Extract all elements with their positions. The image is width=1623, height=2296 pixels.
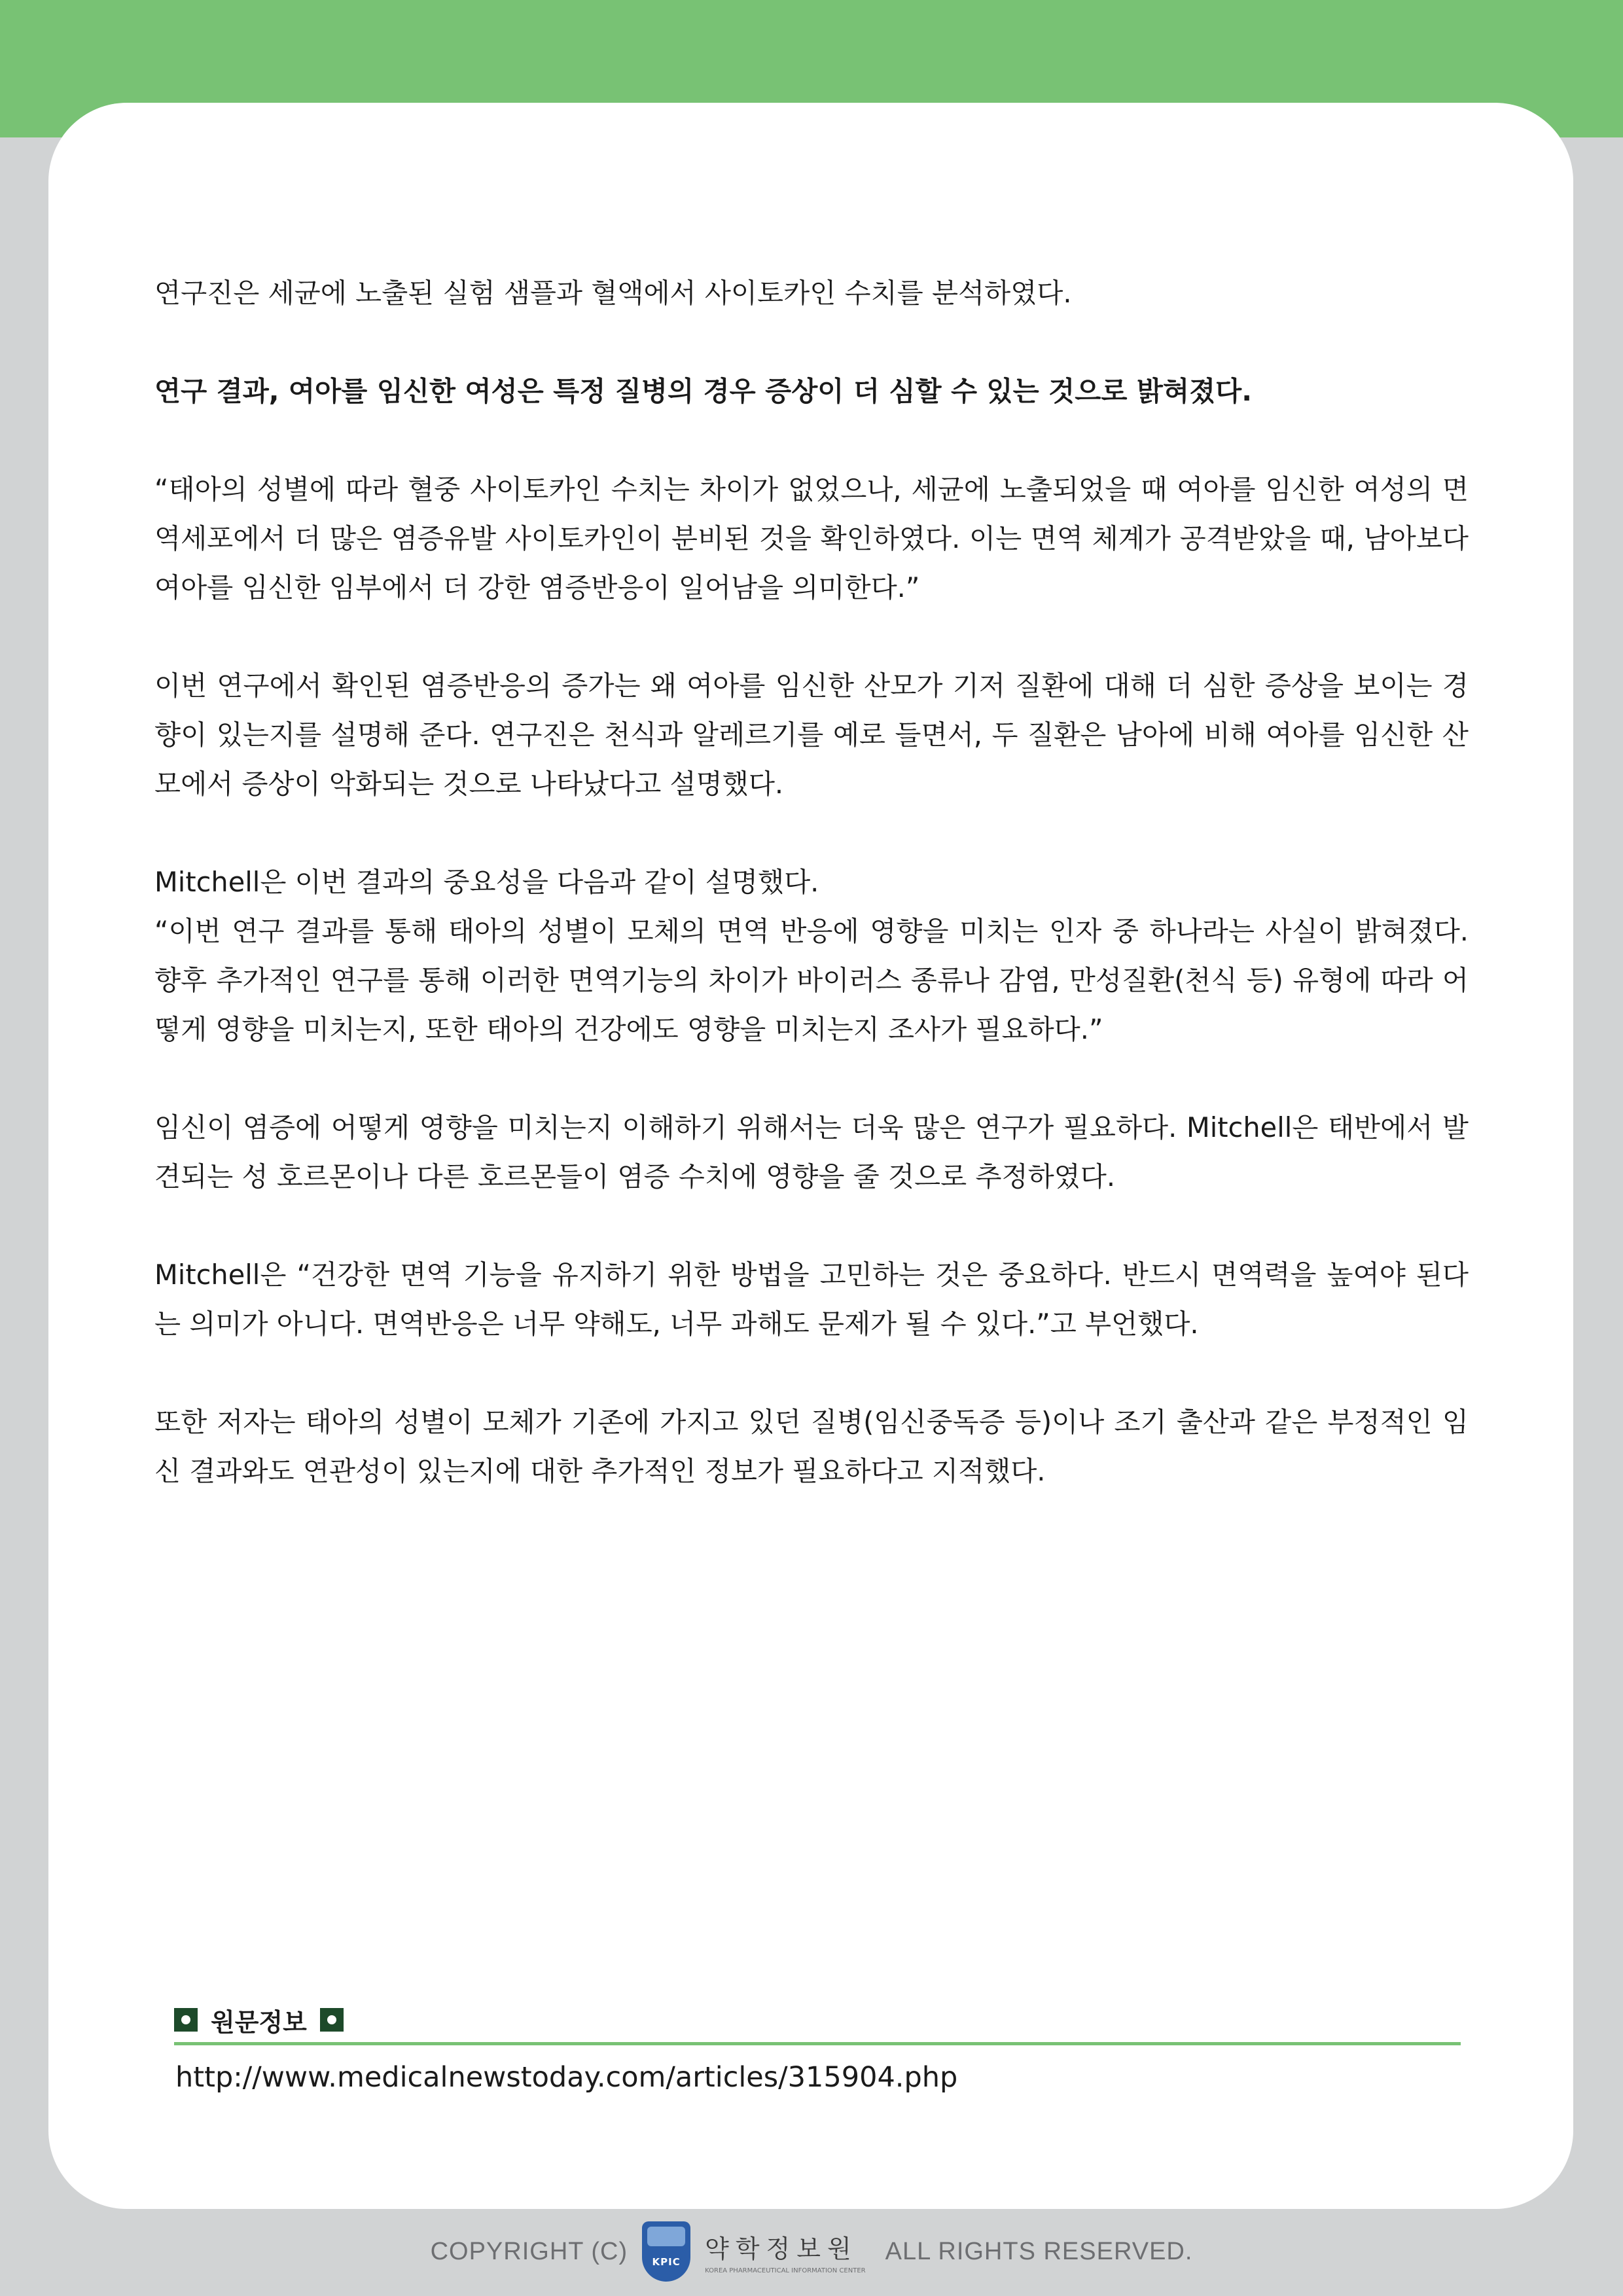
logo-text (705, 2229, 866, 2274)
paragraph-3-quote: “태아의 성별에 따라 혈중 사이토카인 수치는 차이가 없었으나, 세균에 노출되었을 때 여아를 임신한 여성의 면역세포에서 더 많은 염증유발 사이토카인이 분비된 것을 확인하였다. 이는 면역 체계가 공격받았을 때, 남아보다 여아를 임신한 임부에서 더 강한 염증반응이 일어남을 의미한다.” (154, 473, 1469, 603)
rights-text: ALL RIGHTS RESERVED. (885, 2237, 1193, 2265)
source-bullet-icon (320, 2008, 344, 2032)
copyright-text: COPYRIGHT (C) (430, 2237, 628, 2265)
source-section (174, 2001, 1461, 2094)
paragraph-2-highlight: 연구 결과, 여아를 임신한 여성은 특정 질병의 경우 증상이 더 심할 수 있는 것으로 밝혀졌다. (154, 375, 1253, 407)
paragraph-6-quote: “이번 연구 결과를 통해 태아의 성별이 모체의 면역 반응에 영향을 미치는 인자 중 하나라는 사실이 밝혀졌다. 향후 추가적인 연구를 통해 이러한 면역기능의 차이가 바이러스 종류나 감염, 만성질환(천식 등) 유형에 따라 어떻게 영향을 미치는지, 또한 태아의 건강에도 영향을 미치는지 조사가 필요하다.” (154, 915, 1469, 1045)
paragraph-9: 또한 저자는 태아의 성별이 모체가 기존에 가지고 있던 질병(임신중독증 등)이나 조기 출산과 같은 부정적인 임신 결과와도 연관성이 있는지에 대한 추가적인 정보가 필요하다고 지적했다. (154, 1406, 1469, 1487)
logo-name-kr: 약학정보원 (705, 2234, 858, 2263)
logo-name-en: KOREA PHARMACEUTICAL INFORMATION CENTER (705, 2267, 866, 2274)
source-header (174, 2001, 1461, 2045)
source-title: 원문정보 (211, 2007, 307, 2037)
logo-badge-text: KPIC (652, 2256, 681, 2268)
paragraph-5: Mitchell은 이번 결과의 중요성을 다음과 같이 설명했다. (154, 866, 819, 898)
source-url-link[interactable]: http://www.medicalnewstoday.com/articles/315904.php (175, 2061, 958, 2094)
paragraph-4: 이번 연구에서 확인된 염증반응의 증가는 왜 여아를 임신한 산모가 기저 질환에 대해 더 심한 증상을 보이는 경향이 있는지를 설명해 준다. 연구진은 천식과 알레르기를 예로 들면서, 두 질환은 남아에 비해 여아를 임신한 산모에서 증상이 악화되는 것으로 나타났다고 설명했다. (154, 670, 1469, 800)
kpic-logo-icon (642, 2221, 690, 2282)
source-bullet-icon (174, 2008, 198, 2032)
paragraph-1: 연구진은 세균에 노출된 실험 샘플과 혈액에서 사이토카인 수치를 분석하였다. (154, 277, 1072, 309)
paragraph-8: Mitchell은 “건강한 면역 기능을 유지하기 위한 방법을 고민하는 것은 중요하다. 반드시 면역력을 높여야 된다는 의미가 아니다. 면역반응은 너무 약해도, 너무 과해도 문제가 될 수 있다.”고 부언했다. (154, 1259, 1469, 1340)
article-body (154, 268, 1469, 1545)
paragraph-7: 임신이 염증에 어떻게 영향을 미치는지 이해하기 위해서는 더욱 많은 연구가 필요하다. Mitchell은 태반에서 발견되는 성 호르몬이나 다른 호르몬들이 염증 수치에 영향을 줄 것으로 추정하였다. (154, 1111, 1469, 1193)
footer (0, 2219, 1623, 2284)
